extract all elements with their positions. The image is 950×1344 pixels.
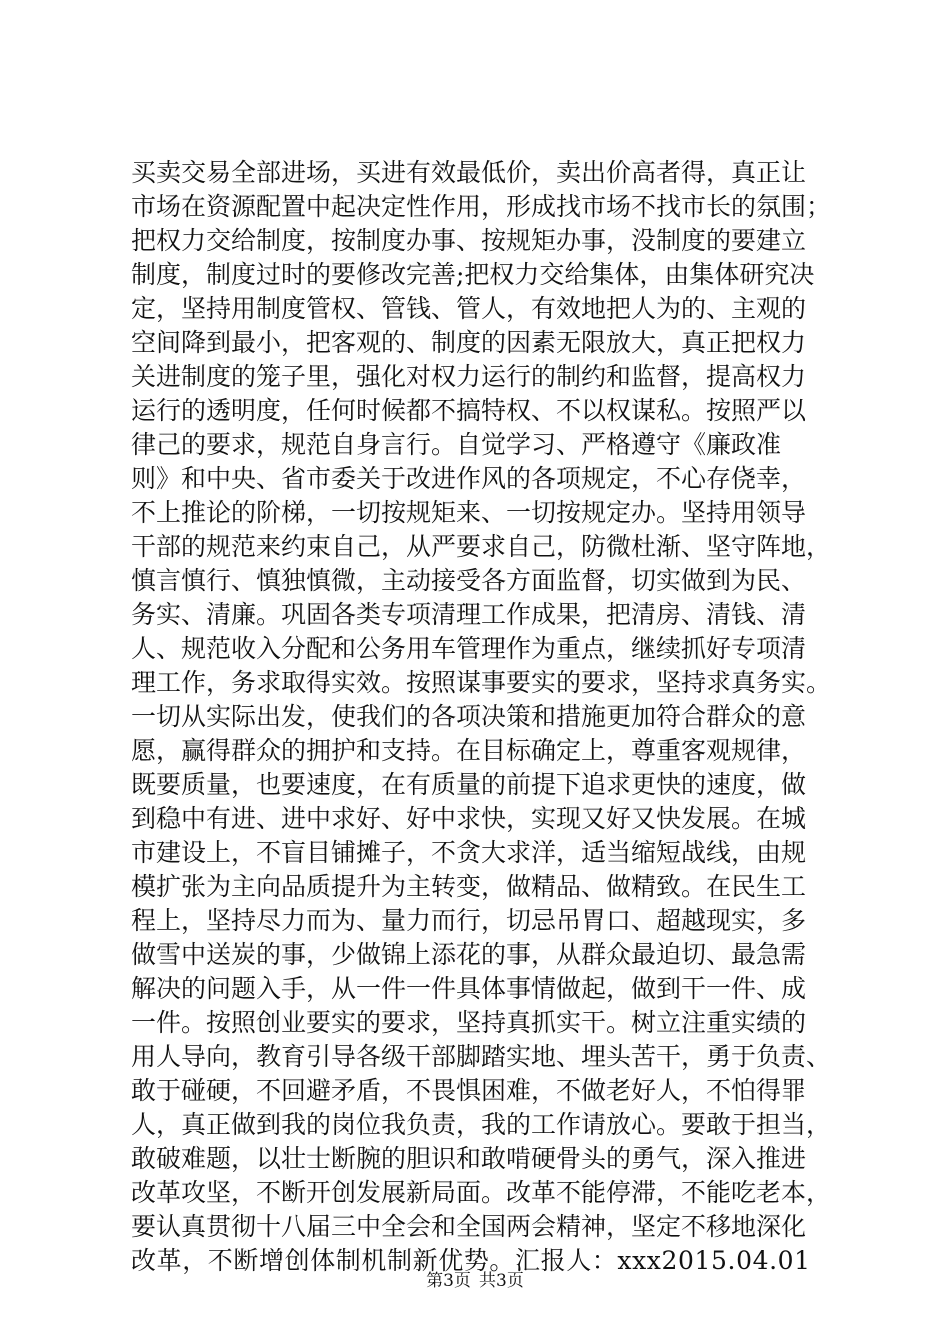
text-line: 改革攻坚，不断开创发展新局面。改革不能停滞，不能吃老本， [131, 1178, 832, 1207]
text-line: 要认真贯彻十八届三中全会和全国两会精神，坚定不移地深化 [131, 1212, 807, 1241]
text-line: 务实、清廉。巩固各类专项清理工作成果，把清房、清钱、清 [131, 600, 807, 629]
text-line: 则》和中央、省市委关于改进作风的各项规定，不心存侥幸， [131, 464, 807, 493]
text-line: 律己的要求，规范自身言行。自觉学习、严格遵守《廉政准 [131, 430, 782, 459]
text-line: 一件。按照创业要实的要求，坚持真抓实干。树立注重实绩的 [131, 1008, 807, 1037]
text-line: 既要质量，也要速度，在有质量的前提下追求更快的速度，做 [131, 770, 807, 799]
text-line: 定，坚持用制度管权、管钱、管人，有效地把人为的、主观的 [131, 294, 807, 323]
text-line: 干部的规范来约束自己，从严要求自己，防微杜渐、坚守阵地， [131, 532, 832, 561]
body-paragraph [131, 156, 831, 1278]
text-line: 敢于碰硬，不回避矛盾，不畏惧困难，不做老好人，不怕得罪 [131, 1076, 807, 1105]
text-line: 人、规范收入分配和公务用车管理作为重点，继续抓好专项清 [131, 634, 807, 663]
text-line: 不上推论的阶梯，一切按规矩来、一切按规定办。坚持用领导 [131, 498, 807, 527]
text-line: 人，真正做到我的岗位我负责，我的工作请放心。要敢于担当， [131, 1110, 832, 1139]
page-footer [0, 1270, 950, 1292]
text-line: 关进制度的笼子里，强化对权力运行的制约和监督，提高权力 [131, 362, 807, 391]
page-total: 共3页 [479, 1271, 524, 1291]
text-line: 市建设上，不盲目铺摊子，不贪大求洋，适当缩短战线，由规 [131, 838, 807, 867]
page-number: 第3页 [426, 1271, 471, 1291]
text-line: 买卖交易全部进场，买进有效最低价，卖出价高者得，真正让 [131, 158, 807, 187]
text-line: 到稳中有进、进中求好、好中求快，实现又好又快发展。在城 [131, 804, 807, 833]
text-line: 一切从实际出发，使我们的各项决策和措施更加符合群众的意 [131, 702, 807, 731]
text-line: 把权力交给制度，按制度办事、按规矩办事，没制度的要建立 [131, 226, 807, 255]
text-line: 做雪中送炭的事，少做锦上添花的事，从群众最迫切、最急需 [131, 940, 807, 969]
text-line: 敢破难题，以壮士断腕的胆识和敢啃硬骨头的勇气，深入推进 [131, 1144, 807, 1173]
text-line: 解决的问题入手，从一件一件具体事情做起，做到干一件、成 [131, 974, 807, 1003]
text-line: 理工作，务求取得实效。按照谋事要实的要求，坚持求真务实。 [131, 668, 832, 697]
text-line: 市场在资源配置中起决定性作用，形成找市场不找市长的氛围； [131, 192, 832, 221]
text-line: 愿，赢得群众的拥护和支持。在目标确定上，尊重客观规律， [131, 736, 807, 765]
text-line: 用人导向，教育引导各级干部脚踏实地、埋头苦干，勇于负责、 [131, 1042, 832, 1071]
text-line: 程上，坚持尽力而为、量力而行，切忌吊胃口、超越现实，多 [131, 906, 807, 935]
text-line: 空间降到最小，把客观的、制度的因素无限放大，真正把权力 [131, 328, 807, 357]
text-line: 模扩张为主向品质提升为主转变，做精品、做精致。在民生工 [131, 872, 807, 901]
text-line: 运行的透明度，任何时候都不搞特权、不以权谋私。按照严以 [131, 396, 807, 425]
text-line: 改革，不断增创体制机制新优势。汇报人：xxx2015.04.01 [131, 1246, 811, 1275]
text-line: 制度，制度过时的要修改完善;把权力交给集体，由集体研究决 [131, 260, 815, 289]
text-line: 慎言慎行、慎独慎微，主动接受各方面监督，切实做到为民、 [131, 566, 807, 595]
